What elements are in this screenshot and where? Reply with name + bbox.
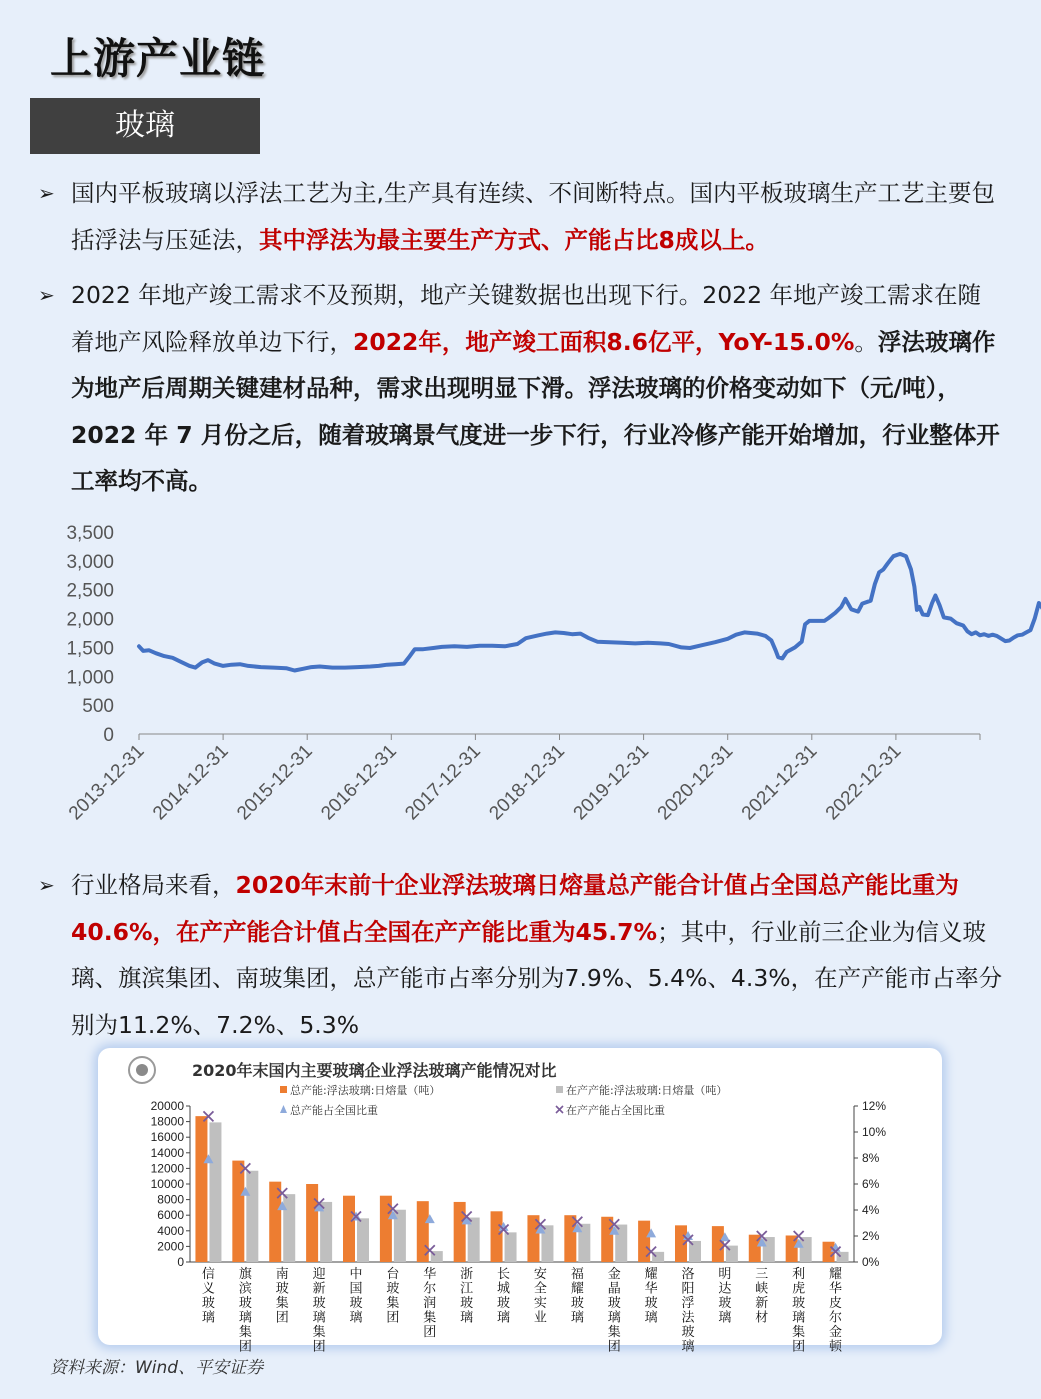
category-label-char: 团 bbox=[238, 1339, 252, 1355]
float-glass-price-chart bbox=[40, 515, 1000, 835]
left-tick-label: 10000 bbox=[150, 1177, 184, 1191]
category-label-char: 玻 bbox=[349, 1296, 363, 1311]
category-label-char: 顿 bbox=[829, 1339, 843, 1355]
category-label-char: 玻 bbox=[644, 1296, 658, 1311]
category-label-char: 浮 bbox=[681, 1296, 695, 1311]
y-tick-label: 500 bbox=[82, 696, 114, 718]
left-tick-label: 16000 bbox=[150, 1130, 184, 1145]
category-label-char: 中 bbox=[349, 1267, 363, 1282]
active-capacity-bar bbox=[800, 1237, 812, 1262]
highlight-segment: 2022年，地产竣工面积8.6亿平，YoY-15.0% bbox=[353, 327, 855, 356]
text-segment: ；其中，行业前三企业为信义玻璃、旗滨集团、南玻集团，总产能市占率分别为7.9%、5.4%、4.3%，在产产能市占率分别为11.2%、7.2%、5.3% bbox=[71, 917, 1003, 1039]
category-label-char: 璃 bbox=[497, 1310, 511, 1326]
active-capacity-bar bbox=[357, 1218, 369, 1262]
paragraph-text bbox=[71, 862, 1003, 1048]
bullet-icon: ➢ bbox=[38, 873, 55, 897]
category-label-char: 明 bbox=[718, 1267, 732, 1282]
chart-badge-dot bbox=[136, 1064, 148, 1076]
category-label-char: 安 bbox=[533, 1267, 547, 1282]
active-capacity-bar bbox=[246, 1171, 258, 1262]
left-tick-label: 14000 bbox=[150, 1145, 184, 1160]
category-label-char: 义 bbox=[201, 1281, 215, 1297]
category-label-char: 华 bbox=[829, 1281, 843, 1297]
x-tick-label: 2021-12-31 bbox=[737, 740, 822, 825]
total-capacity-bar bbox=[343, 1196, 355, 1262]
x-tick-label: 2013-12-31 bbox=[64, 740, 149, 825]
highlight-segment: 其中浮法为最主要生产方式、产能占比8成以上。 bbox=[259, 225, 769, 254]
category-label-char: 玻 bbox=[681, 1325, 695, 1340]
category-label-char: 集 bbox=[275, 1296, 289, 1311]
active-capacity-bar bbox=[615, 1225, 627, 1262]
category-label-char: 迎 bbox=[312, 1267, 326, 1282]
right-tick-label: 6% bbox=[862, 1177, 880, 1191]
category-label-char: 耀 bbox=[644, 1267, 658, 1282]
legend-label: 在产产能占全国比重 bbox=[566, 1104, 665, 1117]
highlight-segment: 2020年末前十企业浮法玻璃日熔量总产能合计值占全国总产能比重为40.6%，在产产能合计值占全国在产产能比重为45.7% bbox=[71, 871, 959, 946]
category-label-char: 集 bbox=[386, 1296, 400, 1311]
category-label-char: 璃 bbox=[201, 1310, 215, 1326]
legend-x-marker bbox=[556, 1106, 563, 1113]
category-label-char: 新 bbox=[312, 1281, 326, 1297]
left-tick-label: 20000 bbox=[150, 1099, 184, 1113]
category-label-char: 华 bbox=[644, 1281, 658, 1297]
paragraph-2 bbox=[38, 272, 1003, 505]
category-label-char: 璃 bbox=[460, 1310, 474, 1326]
left-tick-label: 8000 bbox=[157, 1192, 184, 1207]
category-label-char: 实 bbox=[533, 1296, 547, 1311]
price-series-line bbox=[139, 554, 1041, 671]
source-note: 资料来源：Wind、平安证券 bbox=[50, 1358, 264, 1378]
total-capacity-bar bbox=[195, 1116, 207, 1262]
category-label-char: 璃 bbox=[644, 1310, 658, 1326]
category-label-char: 浙 bbox=[460, 1267, 474, 1282]
category-label-char: 玻 bbox=[312, 1296, 326, 1311]
category-label-char: 旗 bbox=[238, 1267, 252, 1282]
text-segment: 。 bbox=[854, 327, 878, 356]
category-label-char: 玻 bbox=[497, 1296, 511, 1311]
category-label-char: 洛 bbox=[681, 1267, 695, 1282]
section-tag: 玻璃 bbox=[30, 98, 260, 154]
category-label-char: 法 bbox=[681, 1310, 695, 1326]
legend-label: 总产能:浮法玻璃:日熔量（吨） bbox=[290, 1084, 441, 1097]
total-capacity-bar bbox=[269, 1182, 281, 1262]
category-label-char: 团 bbox=[607, 1339, 621, 1355]
category-label-char: 璃 bbox=[681, 1339, 695, 1355]
paragraph-1 bbox=[38, 170, 1003, 263]
y-tick-label: 2,000 bbox=[66, 609, 114, 631]
category-label-char: 璃 bbox=[312, 1310, 326, 1326]
category-label-char: 全 bbox=[533, 1281, 547, 1297]
paragraph-text bbox=[71, 170, 1003, 263]
category-label-char: 集 bbox=[792, 1325, 806, 1340]
y-tick-label: 3,000 bbox=[66, 551, 114, 573]
category-label-char: 团 bbox=[386, 1310, 400, 1326]
y-tick-label: 1,500 bbox=[66, 638, 114, 660]
active-capacity-bar bbox=[283, 1194, 295, 1262]
category-label-char: 材 bbox=[755, 1310, 769, 1326]
y-tick-label: 3,500 bbox=[66, 523, 114, 544]
x-tick-label: 2017-12-31 bbox=[401, 740, 485, 825]
total-capacity-bar bbox=[823, 1242, 835, 1262]
category-label-char: 新 bbox=[755, 1296, 769, 1311]
legend-triangle-marker bbox=[280, 1105, 287, 1113]
bullet-icon: ➢ bbox=[38, 181, 55, 205]
legend-label: 总产能占全国比重 bbox=[290, 1104, 378, 1117]
bold-segment: 浮法玻璃作为地产后周期关键建材品种，需求出现明显下滑。浮法玻璃的价格变动如下（元/吨），2022 年 7 月份之后，随着玻璃景气度进一步下行，行业冷修产能开始增加，行业整体开工率均不高。 bbox=[71, 327, 1000, 495]
category-label-char: 长 bbox=[497, 1267, 511, 1282]
legend-swatch bbox=[280, 1086, 287, 1093]
category-label-char: 玻 bbox=[570, 1296, 584, 1311]
y-tick-label: 2,500 bbox=[66, 580, 114, 602]
category-label-char: 南 bbox=[275, 1267, 289, 1282]
category-label-char: 璃 bbox=[238, 1310, 252, 1326]
y-tick-label: 1,000 bbox=[66, 667, 114, 689]
category-label-char: 金 bbox=[829, 1325, 843, 1340]
category-label-char: 玻 bbox=[275, 1281, 289, 1297]
x-tick-label: 2018-12-31 bbox=[485, 740, 570, 825]
left-tick-label: 6000 bbox=[157, 1208, 184, 1223]
left-tick-label: 18000 bbox=[150, 1114, 184, 1129]
category-label-char: 虎 bbox=[792, 1281, 806, 1297]
right-tick-label: 0% bbox=[862, 1255, 880, 1269]
right-tick-label: 4% bbox=[862, 1203, 880, 1217]
category-label-char: 团 bbox=[312, 1339, 326, 1355]
right-tick-label: 12% bbox=[862, 1099, 887, 1113]
total-capacity-bar bbox=[454, 1202, 466, 1262]
category-label-char: 业 bbox=[533, 1310, 547, 1326]
legend-label: 在产产能:浮法玻璃:日熔量（吨） bbox=[566, 1084, 728, 1097]
total-capacity-bar bbox=[638, 1221, 650, 1262]
x-tick-label: 2022-12-31 bbox=[821, 740, 906, 825]
x-tick-label: 2016-12-31 bbox=[317, 740, 401, 825]
category-label-char: 集 bbox=[238, 1325, 252, 1340]
category-label-char: 尔 bbox=[829, 1310, 843, 1326]
total-capacity-bar bbox=[232, 1161, 244, 1262]
category-label-char: 峡 bbox=[755, 1281, 769, 1297]
text-segment: 2022 年地产竣工需求不及预期，地产关键数据也出现下行。2022 年地产竣工需求在随着地产风险释放单边下行， bbox=[71, 281, 982, 356]
page-title: 上游产业链 bbox=[50, 34, 266, 83]
active-capacity-bar bbox=[505, 1232, 517, 1262]
category-label-char: 璃 bbox=[792, 1310, 806, 1326]
category-label-char: 玻 bbox=[718, 1296, 732, 1311]
total-capacity-bar bbox=[306, 1184, 318, 1262]
chart-title: 2020年末国内主要玻璃企业浮法玻璃产能情况对比 bbox=[192, 1061, 557, 1080]
category-label-char: 华 bbox=[423, 1267, 437, 1282]
category-label-char: 玻 bbox=[238, 1296, 252, 1311]
y-tick-label: 0 bbox=[103, 725, 114, 746]
category-label-char: 信 bbox=[201, 1267, 215, 1282]
category-label-char: 金 bbox=[607, 1267, 621, 1282]
active-capacity-bar bbox=[209, 1122, 221, 1262]
category-label-char: 台 bbox=[386, 1267, 400, 1282]
capacity-comparison-chart bbox=[98, 1048, 942, 1355]
category-label-char: 三 bbox=[755, 1267, 769, 1282]
text-segment: 行业格局来看， bbox=[71, 871, 236, 899]
left-tick-label: 2000 bbox=[157, 1239, 184, 1254]
category-label-char: 璃 bbox=[718, 1310, 732, 1326]
category-label-char: 滨 bbox=[238, 1281, 252, 1297]
category-label-char: 晶 bbox=[607, 1281, 621, 1297]
category-label-char: 达 bbox=[718, 1281, 732, 1297]
bullet-icon: ➢ bbox=[38, 283, 55, 307]
category-label-char: 玻 bbox=[460, 1296, 474, 1311]
text-segment: 国内平板玻璃以浮法工艺为主,生产具有连续、不间断特点。国内平板玻璃生产工艺主要包括浮法与压延法， bbox=[71, 179, 995, 254]
category-label-char: 玻 bbox=[386, 1281, 400, 1297]
right-tick-label: 2% bbox=[862, 1229, 880, 1243]
paragraph-text bbox=[71, 272, 1003, 505]
legend-swatch bbox=[556, 1086, 563, 1093]
x-tick-label: 2014-12-31 bbox=[149, 740, 233, 825]
category-label-char: 璃 bbox=[607, 1310, 621, 1326]
left-tick-label: 12000 bbox=[150, 1161, 184, 1176]
active-capacity-bar bbox=[689, 1241, 701, 1262]
category-label-char: 玻 bbox=[201, 1296, 215, 1311]
right-tick-label: 8% bbox=[862, 1151, 880, 1165]
category-label-char: 集 bbox=[423, 1310, 437, 1326]
category-label-char: 利 bbox=[792, 1267, 806, 1282]
category-label-char: 团 bbox=[275, 1310, 289, 1326]
category-label-char: 团 bbox=[792, 1339, 806, 1355]
category-label-char: 尔 bbox=[423, 1281, 437, 1297]
category-label-char: 耀 bbox=[570, 1281, 584, 1297]
left-tick-label: 4000 bbox=[157, 1223, 184, 1238]
category-label-char: 皮 bbox=[829, 1296, 843, 1311]
category-label-char: 玻 bbox=[792, 1296, 806, 1311]
category-label-char: 集 bbox=[607, 1325, 621, 1340]
category-label-char: 江 bbox=[460, 1281, 474, 1297]
category-label-char: 玻 bbox=[607, 1296, 621, 1311]
paragraph-3 bbox=[38, 862, 1003, 1048]
x-tick-label: 2019-12-31 bbox=[569, 740, 654, 825]
category-label-char: 集 bbox=[312, 1325, 326, 1340]
total-capacity-bar bbox=[491, 1211, 503, 1262]
right-tick-label: 10% bbox=[862, 1125, 887, 1139]
total-capacity-bar bbox=[712, 1226, 724, 1262]
category-label-char: 耀 bbox=[829, 1267, 843, 1282]
category-label-char: 璃 bbox=[570, 1310, 584, 1326]
total-capacity-bar bbox=[601, 1217, 613, 1262]
left-tick-label: 0 bbox=[177, 1255, 184, 1269]
category-label-char: 福 bbox=[570, 1267, 584, 1282]
capacity-chart-card bbox=[98, 1048, 942, 1355]
total-capacity-bar bbox=[564, 1215, 576, 1262]
category-label-char: 阳 bbox=[681, 1281, 695, 1297]
active-capacity-bar bbox=[763, 1237, 775, 1262]
x-tick-label: 2015-12-31 bbox=[233, 740, 317, 825]
category-label-char: 国 bbox=[349, 1281, 363, 1297]
category-label-char: 团 bbox=[423, 1325, 437, 1340]
category-label-char: 城 bbox=[497, 1281, 511, 1297]
x-tick-label: 2020-12-31 bbox=[653, 740, 738, 825]
category-label-char: 璃 bbox=[349, 1310, 363, 1326]
category-label-char: 润 bbox=[423, 1296, 437, 1311]
